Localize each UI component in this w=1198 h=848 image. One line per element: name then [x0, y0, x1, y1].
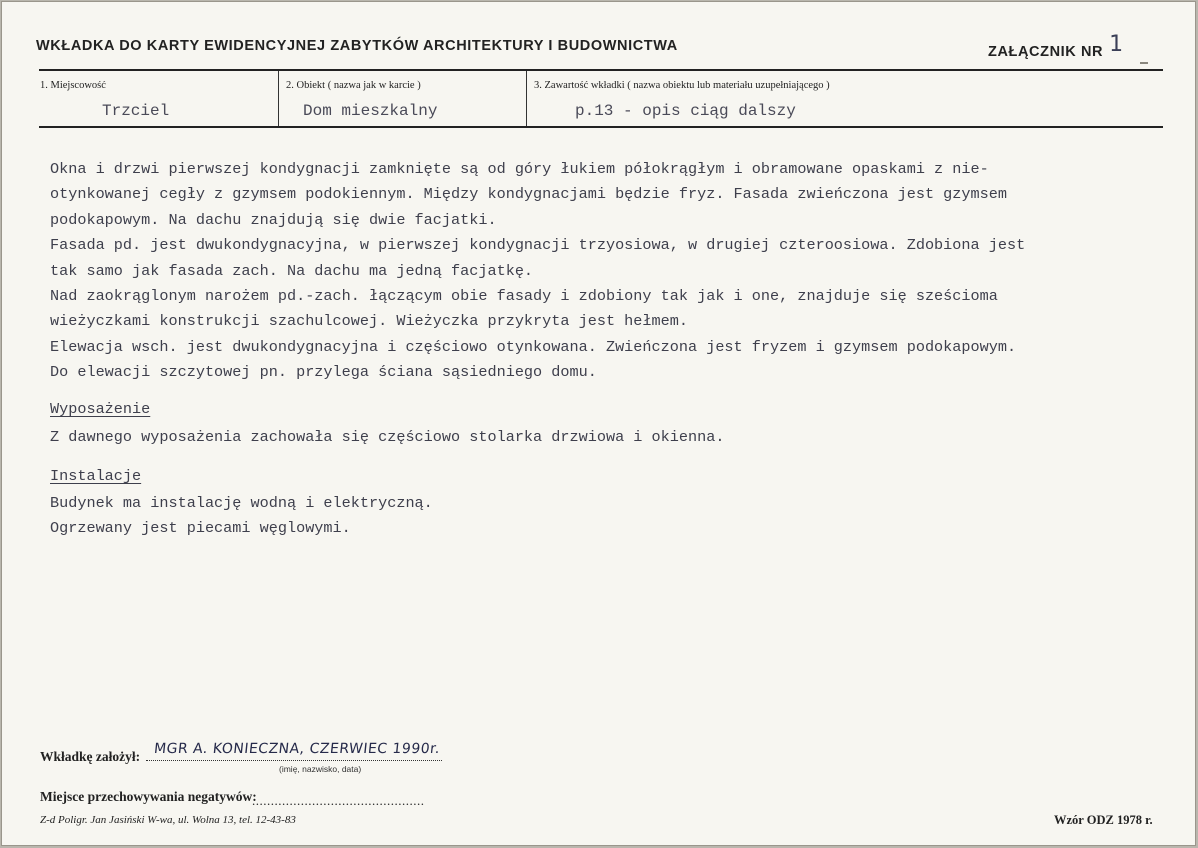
description-line: Okna i drzwi pierwszej kondygnacji zamknięte są od góry łukiem półokrągłym i obramowane opaskami z nie-: [50, 160, 989, 178]
content-label: 3. Zawartość wkładki ( nazwa obiektu lub materiału uzupełniającego ): [534, 80, 830, 91]
locality-label: 1. Miejscowość: [40, 80, 106, 91]
object-label: 2. Obiekt ( nazwa jak w karcie ): [286, 80, 421, 91]
founder-hint: (imię, nazwisko, data): [279, 764, 362, 774]
description-line: otynkowanej cegły z gzymsem podokiennym. Między kondygnacjami będzie fryz. Fasada zwieńczona jest gzymsem: [50, 185, 1007, 204]
description-line: wieżyczkami konstrukcji szachulcowej. Wieżyczka przykryta jest hełmem.: [50, 312, 688, 331]
form-code: Wzór ODZ 1978 r.: [1054, 813, 1153, 827]
annex-number: 1: [1109, 32, 1124, 57]
description-line: Fasada pd. jest dwukondygnacyjna, w pierwszej kondygnacji trzyosiowa, w drugiej czteroosiowa. Zdobiona jest: [50, 236, 1026, 255]
locality-value: Trzciel: [102, 102, 170, 120]
description-line: Elewacja wsch. jest dwukondygnacyjna i częściowo otynkowana. Zwieńczona jest fryzem i gzymsem podokapowym.: [50, 337, 1017, 356]
installations-line: Ogrzewany jest piecami węglowymi.: [50, 519, 351, 538]
founder-dotted-line: [146, 760, 442, 761]
description-line: tak samo jak fasada zach. Na dachu ma jedną facjatkę.: [50, 261, 534, 280]
printer-imprint: Z-d Poligr. Jan Jasiński W-wa, ul. Wolna 13, tel. 12-43-83: [40, 814, 296, 826]
field-separator-2: [526, 71, 527, 127]
negatives-dotted-line: ..............................................: [252, 793, 425, 808]
equipment-text: [50, 425, 724, 450]
document-title: WKŁADKA DO KARTY EWIDENCYJNEJ ZABYTKÓW ARCHITEKTURY I BUDOWNICTWA: [36, 38, 678, 54]
negatives-label: Miejsce przechowywania negatywów:: [40, 789, 257, 804]
document-card: [2, 2, 1195, 845]
header-bottom-rule: [39, 126, 1163, 128]
equipment-line: Z dawnego wyposażenia zachowała się częściowo stolarka drzwiowa i okienna.: [50, 428, 725, 446]
annex-label: ZAŁĄCZNIK NR: [988, 44, 1104, 60]
content-value: p.13 - opis ciąg dalszy: [575, 102, 796, 120]
field-separator-1: [278, 71, 279, 127]
annex-label-group: [988, 32, 1124, 62]
equipment-heading: Wyposażenie: [50, 400, 151, 418]
founder-label: Wkładkę założył:: [40, 749, 141, 764]
installations-heading: Instalacje: [50, 467, 142, 485]
description-line: podokapowym. Na dachu znajdują się dwie facjatki.: [50, 210, 497, 229]
header-top-rule: [39, 69, 1163, 71]
object-value: Dom mieszkalny: [303, 102, 438, 120]
installations-line: Budynek ma instalację wodną i elektryczną.: [50, 494, 433, 512]
description-text: [50, 157, 1170, 386]
description-line: Nad zaokrąglonym narożem pd.-zach. łączącym obie fasady i zdobiony tak jak i one, znajduje się sześcioma: [50, 287, 998, 306]
description-line: Do elewacji szczytowej pn. przylega ściana sąsiedniego domu.: [50, 363, 597, 382]
margin-mark: [1140, 62, 1148, 64]
founder-handwriting: MGR A. KONIECZNA, CZERWIEC 1990r.: [153, 741, 441, 757]
installations-text: [50, 491, 433, 542]
